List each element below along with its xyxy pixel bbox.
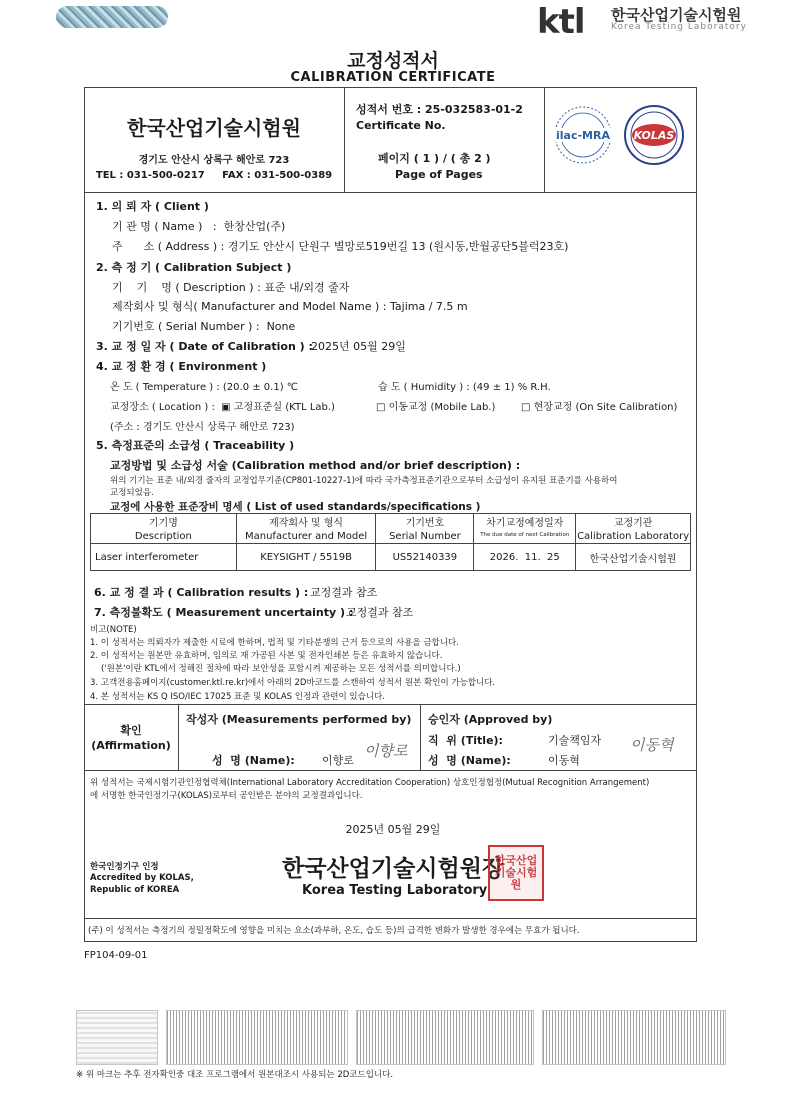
note-item: 3. 고객전용홈페이지(customer.ktl.re.kr)에서 아래의 2D바코드를 스캔하여 성적서 원본 확인이 가능합니다. [90, 678, 496, 688]
subject-serial: 기기번호 ( Serial Number ) : None [112, 320, 296, 333]
signatory-english: Korea Testing Laboratory [302, 883, 488, 898]
note-item: 2. 이 성적서는 원본만 유효하며, 임의로 재 가공된 사본 및 전자인쇄본 등은 유효하지 않습니다. [90, 651, 443, 661]
client-address: 주 소 ( Address ) : 경기도 안산시 단원구 별망로519번길 13 (원시동,반월공단5블럭23호) [112, 240, 569, 253]
form-code: FP104-09-01 [84, 950, 148, 961]
note-item: 1. 이 성적서는 의뢰자가 제출한 시료에 한하며, 법적 및 기타분쟁의 근거 등으로의 사용을 금합니다. [90, 638, 459, 648]
header-cell: 차기교정예정일자 [474, 514, 576, 530]
approved-name: 이동혁 [548, 754, 580, 767]
location-address-note: (주소 : 경기도 안산시 상록구 해안로 723) [110, 422, 295, 433]
header-cell: 제작회사 및 형식 [236, 514, 376, 530]
table-cell: US52140339 [376, 544, 474, 571]
location-onsite: □ 현장교정 (On Site Calibration) [521, 402, 678, 413]
uncertainty-heading: 7. 측정불확도 ( Measurement uncertainty ) : [94, 606, 354, 619]
note-item: ('원본'이란 KTL에서 정해진 절차에 따라 보안성을 포함시켜 제공하는 모든 성적서를 의미합니다.) [101, 664, 461, 674]
results-heading: 6. 교 정 결 과 ( Calibration results ) : [94, 586, 309, 599]
2d-barcode-3 [542, 1010, 726, 1065]
ilac-mra-text: ilac-MRA [556, 129, 610, 142]
results-value: 교정결과 참조 [310, 586, 378, 599]
organization-address: 경기도 안산시 상록구 해안로 723 [138, 155, 290, 166]
accreditation-note [90, 862, 194, 896]
page-count: 페이지 ( 1 ) / ( 총 2 ) [378, 152, 491, 165]
table-row [91, 544, 691, 571]
affirmation-divider-1 [178, 704, 179, 770]
organization-name: 한국산업기술시험원 [127, 116, 301, 140]
affirmation-divider-2 [420, 704, 421, 770]
organization-contact: TEL : 031-500-0217 FAX : 031-500-0389 [95, 170, 333, 181]
standards-table-header-ko [91, 514, 691, 530]
calibration-date-heading: 3. 교 정 일 자 ( Date of Calibration ) : [96, 340, 313, 353]
client-name: 기 관 명 ( Name ) : 한창산업(주) [112, 220, 286, 233]
affirmation-bottom-line [84, 770, 697, 771]
certificate-number: 성적서 번호 : 25-032583-01-2 [356, 103, 523, 116]
table-cell: 한국산업기술시험원 [576, 544, 691, 571]
traceability-heading: 5. 측정표준의 소급성 ( Traceability ) [96, 439, 295, 452]
table-cell: KEYSIGHT / 5519B [236, 544, 376, 571]
subject-description: 기 기 명 ( Description ) : 표준 내/외경 줄자 [112, 281, 350, 294]
title-korean: 교정성적서 [347, 50, 439, 72]
kolas-logo [618, 104, 690, 166]
accreditation-line: Accredited by KOLAS, [90, 873, 194, 884]
watermark-mark [76, 1010, 158, 1065]
uncertainty-value: 교정결과 참조 [346, 606, 414, 619]
title-english: CALIBRATION CERTIFICATE [290, 70, 496, 85]
performed-name-label: 성 명 (Name): [212, 754, 295, 767]
subject-heading: 2. 측 정 기 ( Calibration Subject ) [96, 261, 292, 274]
subject-model: 제작회사 및 형식( Manufacturer and Model Name ) : Tajima / 7.5 m [112, 300, 468, 313]
header-divider-1 [344, 87, 345, 192]
performed-name: 이향로 [322, 754, 354, 767]
notes-heading: 비고(NOTE) [90, 625, 137, 635]
affirmation-label: 확인 [120, 724, 142, 737]
header-cell: Manufacturer and Model [236, 529, 376, 544]
header-cell: 교정기관 [576, 514, 691, 530]
brand-english: Korea Testing Laboratory [611, 22, 747, 32]
temperature: 온 도 ( Temperature ) : (20.0 ± 0.1) ℃ [110, 382, 299, 393]
recognition-line-1: 위 성적서는 국제시험기관인정협력체(International Laboratory Accreditation Cooperation) 상호인정협정(Mutual Recognition Arrangement) [90, 778, 650, 788]
performed-signature: 이향로 [364, 742, 408, 760]
accreditation-line: 한국인정기구 인정 [90, 862, 159, 872]
calibration-date: 2025년 05월 29일 [311, 340, 406, 353]
method-line-1: 위의 기기는 표준 내/외경 줄자의 교정업무기준(CP801-10227-1)에 따라 국가측정표준기관으로부터 소급성이 유지된 표준기를 사용하여 [110, 476, 618, 486]
approved-heading: 승인자 (Approved by) [428, 713, 553, 726]
location-mobile: □ 이동교정 (Mobile Lab.) [376, 402, 496, 413]
brand-korean: 한국산업기술시험원 [611, 6, 742, 24]
certificate-number-en: Certificate No. [356, 119, 446, 132]
standards-table-header-en [91, 529, 691, 544]
standards-table [90, 513, 691, 571]
signatory-korean: 한국산업기술시험원장 [282, 856, 505, 882]
approved-title: 기술책임자 [548, 734, 602, 747]
issue-date: 2025년 05월 29일 [345, 823, 441, 836]
approved-title-label: 직 위 (Title): [428, 734, 503, 747]
barcode-note: ※ 위 마크는 추후 전자확인중 대조 프로그램에서 원본대조시 사용되는 2D코드입니다. [76, 1070, 394, 1080]
client-heading: 1. 의 뢰 자 ( Client ) [96, 200, 209, 213]
performed-heading: 작성자 (Measurements performed by) [186, 713, 412, 726]
accreditation-line: Republic of KOREA [90, 884, 180, 895]
affirmation-top-line [84, 704, 697, 705]
header-cell: Calibration Laboratory [577, 530, 690, 542]
environment-heading: 4. 교 정 환 경 ( Environment ) [96, 360, 267, 373]
header-cell: 기기명 [91, 514, 237, 530]
header-divider-2 [544, 87, 545, 192]
hologram-sticker [56, 6, 168, 28]
official-seal-text: 한국산업기술시험원 [494, 853, 538, 892]
2d-barcode-1 [166, 1010, 348, 1065]
header-cell: The due date of next Calibration [474, 529, 576, 544]
approved-name-label: 성 명 (Name): [428, 754, 511, 767]
page-count-en: Page of Pages [395, 168, 483, 181]
kolas-text: KOLAS [633, 129, 675, 142]
note-item: 4. 본 성적서는 KS Q ISO/IEC 17025 표준 및 KOLAS 인정과 관련이 있습니다. [90, 692, 385, 702]
location-fixed: 교정장소 ( Location ) : ▣ 고정표준실 (KTL Lab.) [110, 402, 335, 413]
2d-barcode-2 [356, 1010, 534, 1065]
official-seal [488, 845, 544, 901]
footer-note: (주) 이 성적서는 측정기의 정밀정확도에 영향을 미치는 요소(과부하, 온도, 습도 등)의 급격한 변화가 발생한 경우에는 무효가 됩니다. [88, 926, 580, 936]
header-cell: 기기번호 [376, 514, 474, 530]
method-line-2: 교정되었음. [110, 488, 154, 498]
approved-signature: 이동혁 [630, 736, 674, 754]
header-bottom-line [84, 192, 697, 193]
method-heading: 교정방법 및 소급성 서술 (Calibration method and/or brief description) : [110, 459, 521, 472]
recognition-line-2: 에 서명한 한국인정기구(KOLAS)로부터 공인받은 분야의 교정결과입니다. [90, 791, 363, 801]
table-cell: Laser interferometer [91, 544, 237, 571]
ktl-logo: ktl [537, 2, 585, 42]
header-cell: Description [91, 529, 237, 544]
table-cell: 2026. 11. 25 [474, 544, 576, 571]
header-cell: Serial Number [376, 529, 474, 544]
ilac-mra-logo [548, 104, 618, 166]
footer-line [84, 918, 697, 919]
standards-heading: 교정에 사용한 표준장비 명세 ( List of used standards/specifications ) [110, 501, 481, 513]
humidity: 습 도 ( Humidity ) : (49 ± 1) % R.H. [378, 382, 551, 393]
affirmation-label-en: (Affirmation) [91, 739, 171, 752]
